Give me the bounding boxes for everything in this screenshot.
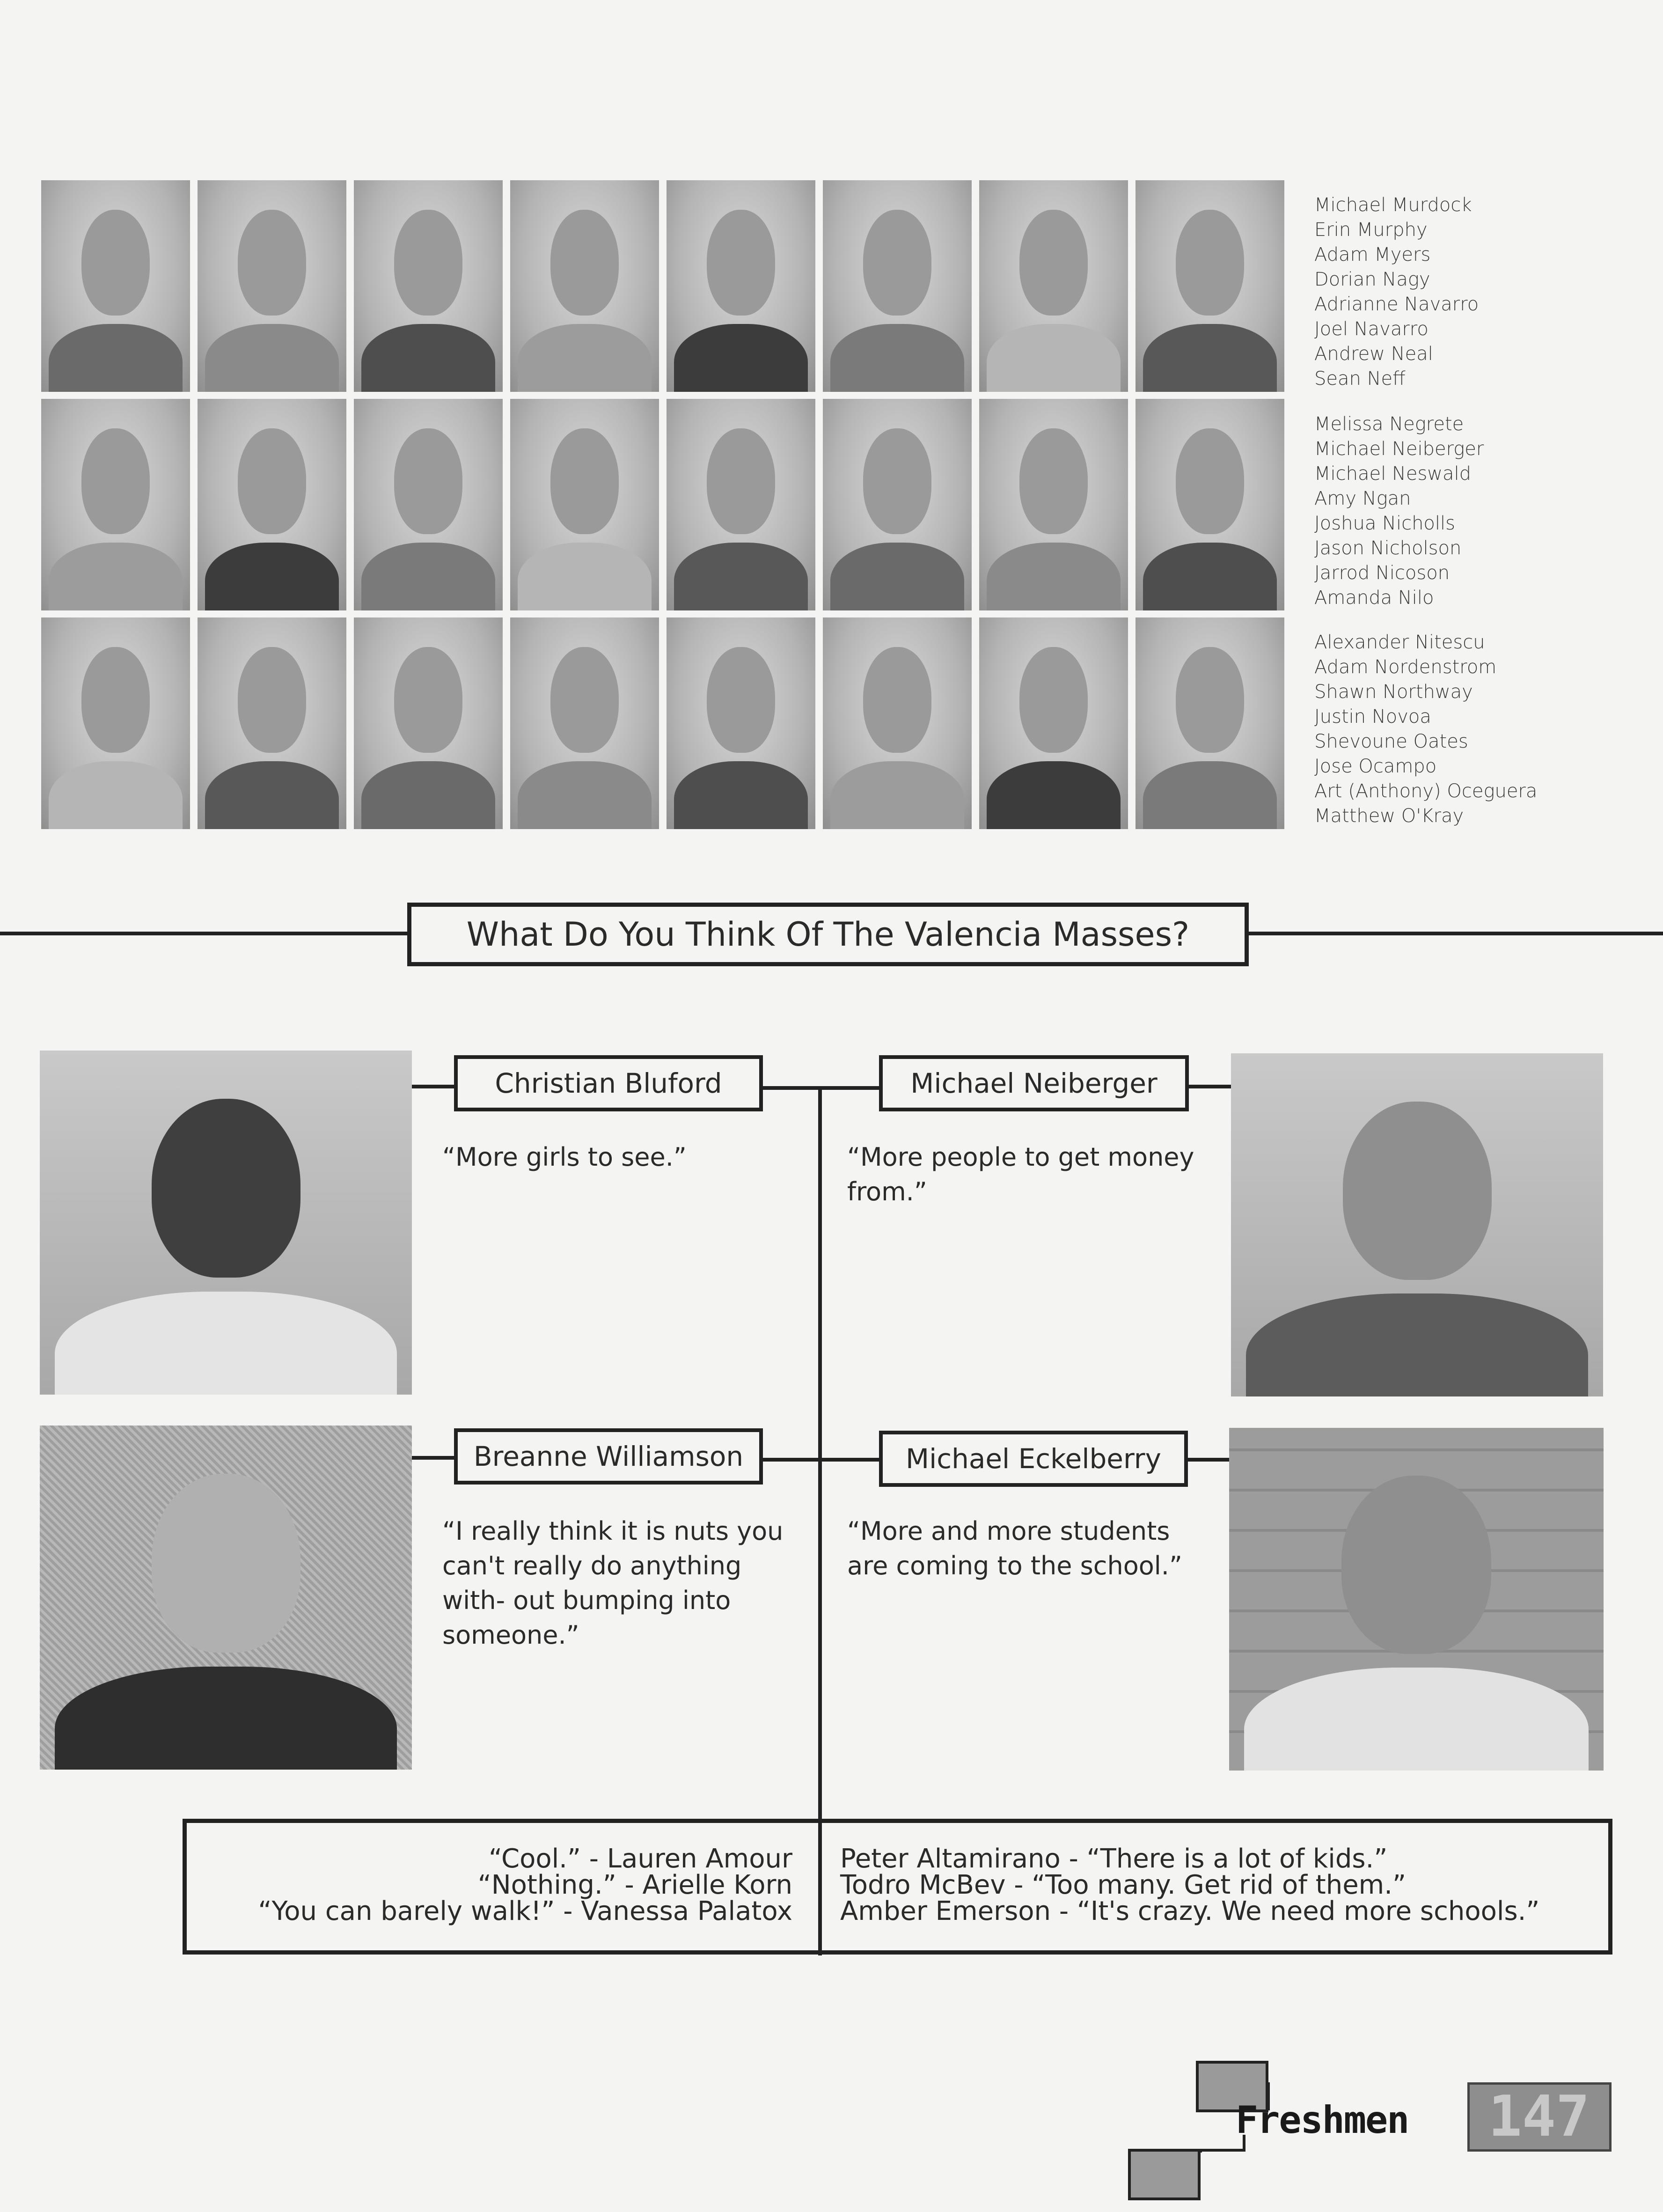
student-portrait bbox=[510, 180, 659, 392]
student-portrait bbox=[198, 617, 346, 829]
student-name: Jose Ocampo bbox=[1314, 756, 1437, 777]
student-name: Michael Neswald bbox=[1314, 463, 1472, 485]
student-portrait bbox=[41, 180, 190, 392]
student-name: Melissa Negrete bbox=[1314, 413, 1464, 435]
student-name: Joel Navarro bbox=[1314, 318, 1429, 340]
bottom-quote-left: “You can barely walk!” - Vanessa Palatox bbox=[258, 1896, 792, 1926]
student-name: Joshua Nicholls bbox=[1314, 513, 1455, 534]
connector-mid-left bbox=[761, 1458, 821, 1462]
student-portrait bbox=[41, 617, 190, 829]
name-column-2 bbox=[1314, 412, 1484, 610]
student-portrait bbox=[354, 180, 503, 392]
student-name: Michael Murdock bbox=[1314, 194, 1472, 216]
quote-michael-eckelberry: “More and more students are coming to the school.” bbox=[847, 1516, 1182, 1580]
student-name: Matthew O'Kray bbox=[1314, 805, 1464, 827]
name-group-3 bbox=[1314, 630, 1537, 829]
connector-photo-4 bbox=[1187, 1458, 1233, 1462]
photo-christian-bluford bbox=[40, 1051, 412, 1395]
student-portrait bbox=[667, 180, 815, 392]
footer-section-label: Freshmen bbox=[1236, 2098, 1409, 2142]
student-portrait bbox=[1136, 180, 1284, 392]
name-group-1 bbox=[1314, 193, 1479, 391]
student-name: Shevoune Oates bbox=[1314, 731, 1468, 752]
student-name: Michael Neiberger bbox=[1314, 438, 1484, 460]
student-name: Adam Myers bbox=[1314, 244, 1431, 265]
bottom-quote-right: Todro McBev - “Too many. Get rid of them.” bbox=[840, 1870, 1407, 1900]
bottom-box-divider bbox=[818, 1819, 822, 1955]
page-title: What Do You Think Of The Valencia Masses? bbox=[407, 903, 1249, 966]
footer-square-bottom bbox=[1128, 2149, 1201, 2200]
page-number: 147 bbox=[1488, 2084, 1590, 2149]
name-column-3 bbox=[1314, 630, 1537, 829]
student-portrait bbox=[1136, 399, 1284, 610]
student-portrait bbox=[823, 617, 972, 829]
name-column bbox=[1314, 193, 1479, 391]
connector-photo-3 bbox=[411, 1456, 455, 1460]
bottom-quote-right: Amber Emerson - “It's crazy. We need more schools.” bbox=[840, 1896, 1540, 1926]
student-name: Dorian Nagy bbox=[1314, 269, 1430, 290]
student-portrait bbox=[823, 180, 972, 392]
student-name: Art (Anthony) Oceguera bbox=[1314, 780, 1538, 802]
student-portrait bbox=[354, 399, 503, 610]
title-rule-left bbox=[0, 932, 408, 935]
name-group-2 bbox=[1314, 412, 1484, 610]
student-portrait bbox=[823, 399, 972, 610]
connector-mid-right bbox=[818, 1458, 881, 1462]
student-portrait bbox=[198, 180, 346, 392]
student-portrait bbox=[979, 399, 1128, 610]
student-name: Alexander Nitescu bbox=[1314, 632, 1485, 653]
footer-line-3 bbox=[1198, 2149, 1245, 2152]
student-portrait bbox=[979, 180, 1128, 392]
student-name: Erin Murphy bbox=[1314, 219, 1428, 241]
student-name: Amy Ngan bbox=[1314, 488, 1411, 509]
student-portrait bbox=[979, 617, 1128, 829]
student-portrait bbox=[510, 399, 659, 610]
student-portrait bbox=[510, 617, 659, 829]
connector-top-right bbox=[818, 1086, 881, 1090]
name-box-breanne-williamson: Breanne Williamson bbox=[454, 1428, 763, 1484]
bottom-quote-right: Peter Altamirano - “There is a lot of kids.” bbox=[840, 1844, 1388, 1874]
student-name: Andrew Neal bbox=[1314, 343, 1433, 365]
student-name: Amanda Nilo bbox=[1314, 587, 1434, 609]
photo-michael-neiberger bbox=[1231, 1053, 1603, 1396]
student-portrait bbox=[667, 617, 815, 829]
connector-photo-1 bbox=[411, 1085, 455, 1088]
photo-michael-eckelberry bbox=[1229, 1428, 1604, 1771]
student-name: Adrianne Navarro bbox=[1314, 294, 1479, 315]
quote-christian-bluford: “More girls to see.” bbox=[442, 1142, 687, 1172]
quote-breanne-williamson: “I really think it is nuts you can't really do anything with- out bumping into someone.” bbox=[442, 1516, 784, 1650]
student-name: Justin Novoa bbox=[1314, 706, 1431, 728]
quote-michael-neiberger: “More people to get money from.” bbox=[847, 1142, 1194, 1206]
student-portrait bbox=[1136, 617, 1284, 829]
name-box-michael-neiberger: Michael Neiberger bbox=[879, 1055, 1189, 1111]
connector-photo-2 bbox=[1187, 1085, 1233, 1088]
student-name: Adam Nordenstrom bbox=[1314, 656, 1497, 678]
student-name: Shawn Northway bbox=[1314, 681, 1473, 703]
name-box-michael-eckelberry: Michael Eckelberry bbox=[879, 1431, 1188, 1487]
bottom-quote-left: “Nothing.” - Arielle Korn bbox=[477, 1870, 792, 1900]
photo-breanne-williamson bbox=[40, 1426, 412, 1770]
student-portrait bbox=[198, 399, 346, 610]
student-name: Jarrod Nicoson bbox=[1314, 562, 1450, 584]
bottom-quote-left: “Cool.” - Lauren Amour bbox=[488, 1844, 792, 1874]
name-box-christian-bluford: Christian Bluford bbox=[454, 1055, 763, 1111]
student-portrait bbox=[41, 399, 190, 610]
student-name: Jason Nicholson bbox=[1314, 537, 1462, 559]
student-portrait bbox=[667, 399, 815, 610]
student-name: Sean Neff bbox=[1314, 368, 1406, 389]
title-rule-right bbox=[1248, 932, 1663, 935]
student-portrait bbox=[354, 617, 503, 829]
connector-top-left bbox=[761, 1086, 821, 1090]
